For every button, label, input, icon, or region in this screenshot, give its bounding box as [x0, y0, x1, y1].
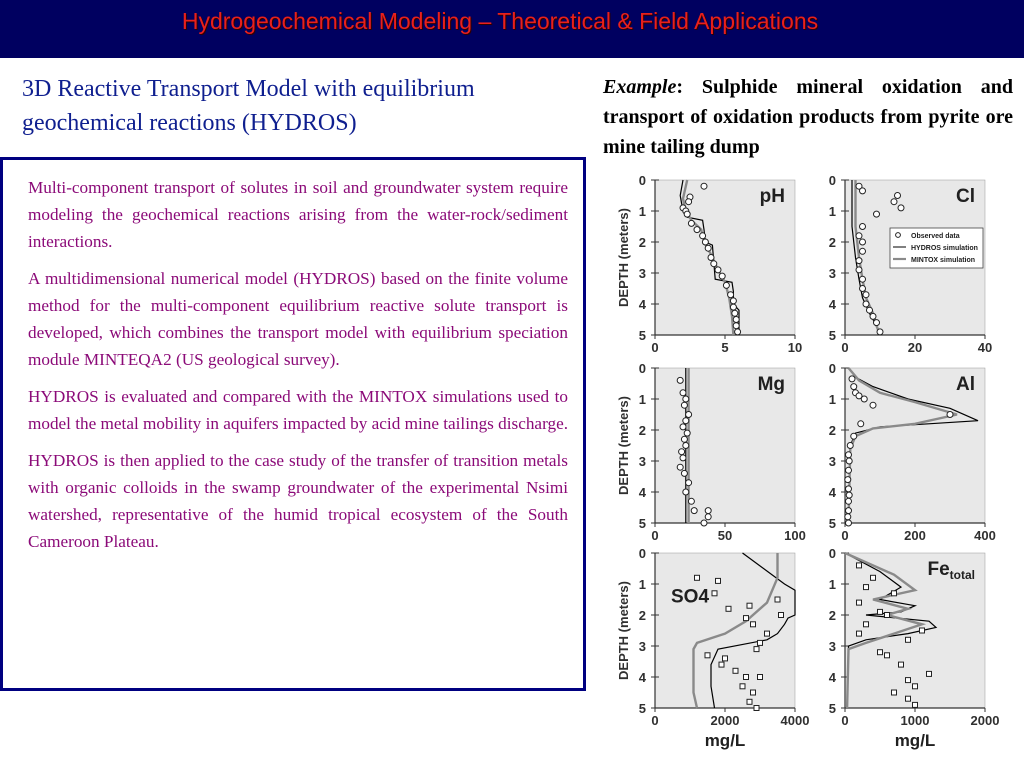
y-axis-label: DEPTH (meters): [616, 581, 631, 680]
observed-point: [680, 424, 686, 430]
observed-point: [892, 591, 897, 596]
x-tick-label: 100: [784, 528, 806, 543]
x-tick-label: 0: [651, 713, 659, 728]
y-tick-label: 1: [828, 204, 836, 219]
observed-point: [758, 675, 763, 680]
legend-entry: Observed data: [911, 233, 960, 240]
y-axis-label: DEPTH (meters): [616, 208, 631, 307]
observed-point: [702, 239, 708, 245]
y-tick-label: 1: [638, 392, 646, 407]
observed-point: [728, 292, 734, 298]
panel-title: Al: [956, 374, 975, 395]
observed-point: [857, 631, 862, 636]
y-tick-label: 2: [638, 423, 646, 438]
observed-point: [732, 310, 738, 316]
observed-point: [899, 662, 904, 667]
observed-point: [856, 233, 862, 239]
observed-point: [677, 377, 683, 383]
x-tick-label: 0: [841, 528, 849, 543]
observed-point: [845, 514, 851, 520]
observed-point: [906, 637, 911, 642]
observed-point: [754, 647, 759, 652]
observed-point: [744, 616, 749, 621]
x-tick-label: 0: [651, 340, 659, 355]
chart-panel-al: [829, 361, 996, 543]
y-tick-label: 2: [638, 235, 646, 250]
y-tick-label: 2: [828, 235, 836, 250]
observed-point: [701, 520, 707, 526]
y-tick-label: 3: [638, 639, 646, 654]
chart-panel-so4: [616, 546, 809, 750]
observed-point: [705, 653, 710, 658]
observed-point: [870, 402, 876, 408]
observed-point: [885, 613, 890, 618]
observed-point: [705, 514, 711, 520]
y-tick-label: 0: [828, 546, 836, 561]
observed-point: [898, 205, 904, 211]
observed-point: [885, 653, 890, 658]
observed-point: [846, 492, 852, 498]
observed-point: [851, 433, 857, 439]
observed-point: [849, 376, 855, 382]
observed-point: [863, 292, 869, 298]
observed-point: [847, 443, 853, 449]
observed-point: [895, 193, 901, 199]
y-tick-label: 5: [638, 328, 646, 343]
observed-point: [913, 702, 918, 707]
observed-point: [747, 603, 752, 608]
x-tick-label: 4000: [780, 713, 810, 728]
observed-point: [913, 684, 918, 689]
paragraph-4: HYDROS is then applied to the case study of the transfer of transition metals with organic colloids in the swamp groundwater of the experimental Nsimi watershed, representative of the humid tropical ecosystem of the South Cameroon Plateau.: [28, 451, 568, 551]
legend-entry: MINTOX simulation: [911, 257, 976, 264]
observed-point: [906, 678, 911, 683]
legend-entry: HYDROS simulation: [911, 245, 978, 252]
y-tick-label: 4: [828, 297, 836, 312]
y-tick-label: 5: [638, 516, 646, 531]
y-tick-label: 0: [638, 361, 646, 376]
observed-point: [730, 298, 736, 304]
description-box: [0, 157, 586, 691]
panel-title: pH: [759, 186, 785, 207]
observed-point: [695, 575, 700, 580]
observed-point: [765, 631, 770, 636]
y-tick-label: 5: [828, 701, 836, 716]
observed-point: [878, 650, 883, 655]
observed-point: [775, 597, 780, 602]
observed-point: [733, 668, 738, 673]
panel-title: $Fe_{total}$: [927, 559, 975, 582]
example-text: : Sulphide mineral oxidation and transport of oxidation products from pyrite ore mine tailing dump: [603, 76, 1013, 158]
legend-marker-observed: [896, 233, 901, 238]
x-tick-label: 5: [721, 340, 729, 355]
observed-point: [705, 508, 711, 514]
observed-point: [735, 329, 741, 335]
observed-point: [683, 418, 689, 424]
observed-point: [681, 436, 687, 442]
x-tick-label: 0: [841, 340, 849, 355]
x-tick-label: 200: [904, 528, 926, 543]
observed-point: [683, 489, 689, 495]
observed-point: [754, 706, 759, 711]
observed-point: [846, 458, 852, 464]
observed-point: [683, 443, 689, 449]
y-tick-label: 1: [828, 392, 836, 407]
observed-point: [701, 183, 707, 189]
observed-point: [846, 498, 852, 504]
observed-point: [856, 258, 862, 264]
y-tick-label: 0: [638, 546, 646, 561]
observed-point: [947, 412, 953, 418]
paragraph-1: Multi-component transport of solutes in soil and groundwater system require modeling the geochemical reactions arising from the water-rock/sediment interactions.: [28, 178, 568, 251]
y-tick-label: 4: [638, 670, 646, 685]
y-tick-label: 2: [828, 423, 836, 438]
observed-point: [677, 464, 683, 470]
observed-point: [846, 452, 852, 458]
observed-point: [726, 606, 731, 611]
observed-point: [715, 267, 721, 273]
observed-point: [857, 563, 862, 568]
paragraph-2: A multidimensional numerical model (HYDROS) based on the finite volume method for the multi-component equilibrium reactive solute transport is developed, which combines the transport model with equilibrium speciation module MINTEQA2 (US geological survey).: [28, 269, 568, 369]
observed-point: [716, 578, 721, 583]
observed-point: [892, 690, 897, 695]
x-tick-label: 1000: [900, 713, 930, 728]
observed-point: [744, 675, 749, 680]
observed-point: [705, 245, 711, 251]
y-tick-label: 2: [828, 608, 836, 623]
y-tick-label: 4: [828, 485, 836, 500]
chart-legend: [890, 228, 983, 268]
observed-point: [860, 276, 866, 282]
panel-title: SO4: [671, 586, 710, 608]
observed-point: [871, 575, 876, 580]
panel-title: Cl: [956, 186, 975, 207]
observed-point: [851, 384, 857, 390]
observed-point: [927, 671, 932, 676]
title-bar: [0, 0, 1024, 58]
observed-point: [719, 662, 724, 667]
panel-title: Mg: [757, 374, 785, 395]
y-axis-label: DEPTH (meters): [616, 396, 631, 495]
observed-point: [858, 421, 864, 427]
observed-point: [680, 455, 686, 461]
x-tick-label: 2000: [970, 713, 1000, 728]
slide-subtitle: 3D Reactive Transport Model with equilibrium geochemical reactions (HYDROS): [22, 76, 475, 136]
y-tick-label: 1: [638, 204, 646, 219]
x-tick-label: 2000: [710, 713, 740, 728]
observed-point: [691, 508, 697, 514]
observed-point: [860, 188, 866, 194]
observed-point: [846, 508, 852, 514]
observed-point: [867, 307, 873, 313]
observed-point: [723, 282, 729, 288]
observed-point: [864, 585, 869, 590]
x-axis-label: mg/L: [704, 731, 746, 750]
observed-point: [846, 520, 852, 526]
observed-point: [779, 613, 784, 618]
observed-point: [730, 304, 736, 310]
observed-point: [860, 286, 866, 292]
observed-point: [906, 696, 911, 701]
chart-panel-ph: [616, 173, 802, 355]
paragraph-3: HYDROS is evaluated and compared with the MINTOX simulations used to model the metal mobility in aquifers impacted by acid mine tailings discharge.: [28, 387, 568, 433]
y-tick-label: 3: [828, 266, 836, 281]
observed-point: [684, 430, 690, 436]
y-tick-label: 0: [828, 361, 836, 376]
observed-point: [864, 622, 869, 627]
observed-point: [708, 255, 714, 261]
y-tick-label: 0: [638, 173, 646, 188]
observed-point: [686, 199, 692, 205]
panel-title-subscript: total: [949, 568, 975, 582]
x-tick-label: 0: [841, 713, 849, 728]
observed-point: [845, 477, 851, 483]
x-tick-label: 0: [651, 528, 659, 543]
example-caption: [603, 72, 1013, 162]
y-tick-label: 0: [828, 173, 836, 188]
observed-point: [877, 329, 883, 335]
observed-point: [712, 591, 717, 596]
observed-point: [700, 233, 706, 239]
observed-point: [719, 273, 725, 279]
observed-point: [861, 396, 867, 402]
observed-point: [683, 396, 689, 402]
observed-point: [723, 656, 728, 661]
observed-point: [681, 470, 687, 476]
observed-point: [686, 480, 692, 486]
observed-point: [688, 220, 694, 226]
observed-point: [694, 227, 700, 233]
x-tick-label: 40: [977, 340, 993, 355]
x-axis-label: mg/L: [894, 731, 936, 750]
observed-point: [758, 640, 763, 645]
x-tick-label: 20: [907, 340, 923, 355]
y-tick-label: 1: [828, 577, 836, 592]
y-tick-label: 5: [828, 328, 836, 343]
observed-point: [874, 211, 880, 217]
observed-point: [863, 301, 869, 307]
observed-point: [688, 498, 694, 504]
observed-point: [846, 486, 852, 492]
observed-point: [680, 390, 686, 396]
slide-title: Hydrogeochemical Modeling – Theoretical & Field Applications: [181, 8, 819, 34]
observed-point: [891, 199, 897, 205]
chart-panel-fe-total: [829, 546, 1000, 750]
observed-point: [681, 402, 687, 408]
observed-point: [751, 622, 756, 627]
observed-point: [860, 248, 866, 254]
observed-point: [711, 261, 717, 267]
y-tick-label: 4: [828, 670, 836, 685]
observed-point: [751, 690, 756, 695]
y-tick-label: 2: [638, 608, 646, 623]
y-tick-label: 3: [828, 454, 836, 469]
observed-point: [857, 600, 862, 605]
x-tick-label: 400: [974, 528, 996, 543]
observed-point: [740, 684, 745, 689]
observed-point: [679, 449, 685, 455]
y-tick-label: 4: [638, 297, 646, 312]
y-tick-label: 3: [638, 454, 646, 469]
observed-point: [860, 224, 866, 230]
description-text: [28, 174, 568, 565]
chart-panel-mg: [616, 361, 806, 543]
observed-point: [684, 211, 690, 217]
observed-point: [860, 239, 866, 245]
observed-point: [686, 412, 692, 418]
x-tick-label: 50: [717, 528, 733, 543]
y-tick-label: 4: [638, 485, 646, 500]
observed-point: [846, 467, 852, 473]
y-tick-label: 5: [638, 701, 646, 716]
observed-point: [747, 699, 752, 704]
y-tick-label: 1: [638, 577, 646, 592]
y-tick-label: 5: [828, 516, 836, 531]
observed-point: [874, 320, 880, 326]
observed-point: [733, 323, 739, 329]
observed-point: [870, 313, 876, 319]
y-tick-label: 3: [828, 639, 836, 654]
y-tick-label: 3: [638, 266, 646, 281]
observed-point: [878, 609, 883, 614]
observed-point: [856, 267, 862, 273]
x-tick-label: 10: [787, 340, 803, 355]
observed-point: [920, 628, 925, 633]
observed-point: [733, 317, 739, 323]
example-label: Example: [603, 76, 677, 98]
depth-profile-charts: [590, 165, 1020, 765]
